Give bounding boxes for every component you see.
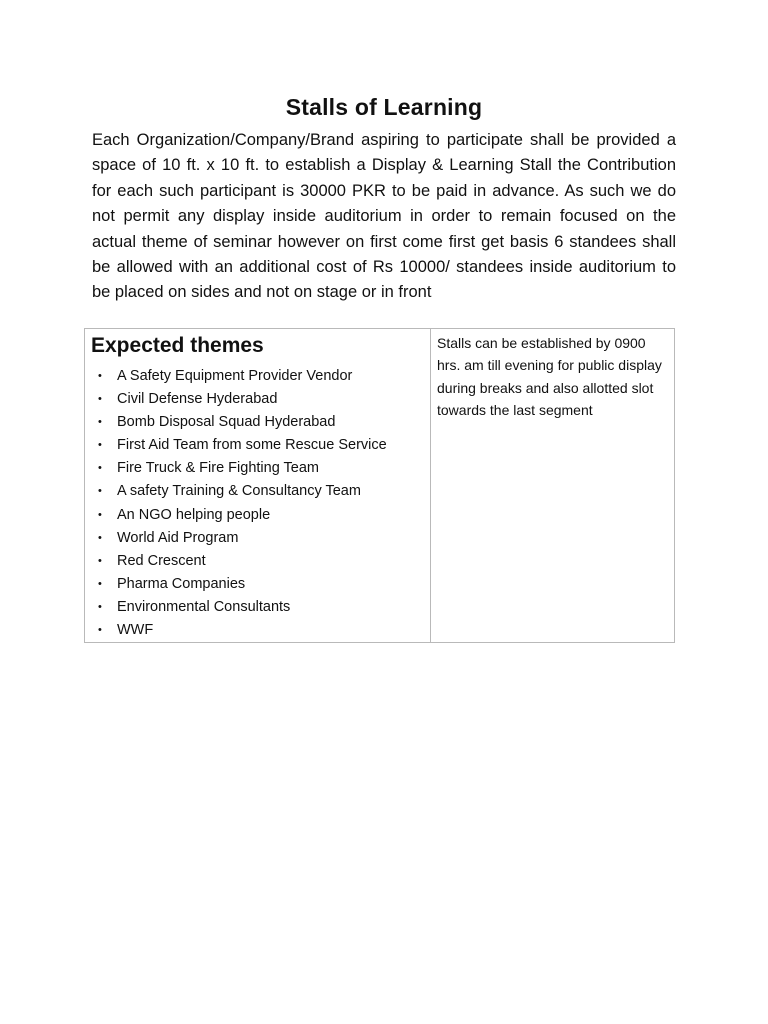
list-item	[85, 619, 430, 642]
bullet-icon: •	[98, 416, 102, 429]
intro-paragraph: Each Organization/Company/Brand aspiring to participate shall be provided a space of 10 ft. x 10 ft. to establish a Display & Learning Stall the Contribution for each such participant is 30000 PKR to be paid in advance. As such we do not permit any display inside auditorium in order to remain focused on the actual theme of seminar however on first come first get basis 6 standees shall be allowed with an additional cost of Rs 10000/ standees inside auditorium to be placed on sides and not on stage or in front	[92, 131, 676, 302]
bullet-icon: •	[98, 577, 102, 590]
bullet-icon: •	[98, 531, 102, 544]
list-item	[85, 365, 430, 388]
bullet-icon: •	[98, 508, 102, 521]
themes-list	[85, 365, 430, 642]
list-item	[85, 573, 430, 596]
bullet-icon: •	[98, 624, 102, 637]
theme-label: A safety Training & Consultancy Team	[117, 483, 361, 500]
list-item	[85, 457, 430, 480]
bullet-icon: •	[98, 439, 102, 452]
bullet-icon: •	[98, 370, 102, 382]
schedule-note: Stalls can be established by 0900 hrs. am till evening for public display during breaks and also allotted slot towards the last segment	[437, 335, 662, 418]
theme-label: Fire Truck & Fire Fighting Team	[117, 460, 319, 477]
bullet-icon: •	[98, 600, 102, 613]
theme-label: World Aid Program	[117, 529, 239, 546]
theme-label: First Aid Team from some Rescue Service	[117, 437, 387, 454]
list-item	[85, 527, 430, 550]
themes-heading: Expected themes	[91, 334, 264, 357]
schedule-cell	[431, 329, 675, 643]
list-item	[85, 550, 430, 573]
bullet-icon: •	[98, 393, 102, 406]
theme-label: WWF	[117, 622, 154, 639]
list-item	[85, 596, 430, 619]
theme-label: A Safety Equipment Provider Vendor	[117, 368, 353, 384]
bullet-icon: •	[98, 462, 102, 475]
list-item	[85, 434, 430, 457]
theme-label: Bomb Disposal Squad Hyderabad	[117, 414, 336, 431]
themes-cell	[85, 329, 431, 643]
theme-label: An NGO helping people	[117, 506, 271, 523]
themes-table-row	[85, 329, 675, 643]
themes-table	[84, 328, 675, 643]
list-item	[85, 504, 430, 527]
theme-label: Civil Defense Hyderabad	[117, 391, 278, 408]
list-item	[85, 480, 430, 503]
theme-label: Environmental Consultants	[117, 598, 291, 615]
theme-label: Red Crescent	[117, 552, 206, 569]
theme-label: Pharma Companies	[117, 575, 246, 592]
page-title: Stalls of Learning	[285, 94, 483, 120]
list-item	[85, 411, 430, 434]
bullet-icon: •	[98, 485, 102, 498]
list-item	[85, 388, 430, 411]
bullet-icon: •	[98, 554, 102, 567]
